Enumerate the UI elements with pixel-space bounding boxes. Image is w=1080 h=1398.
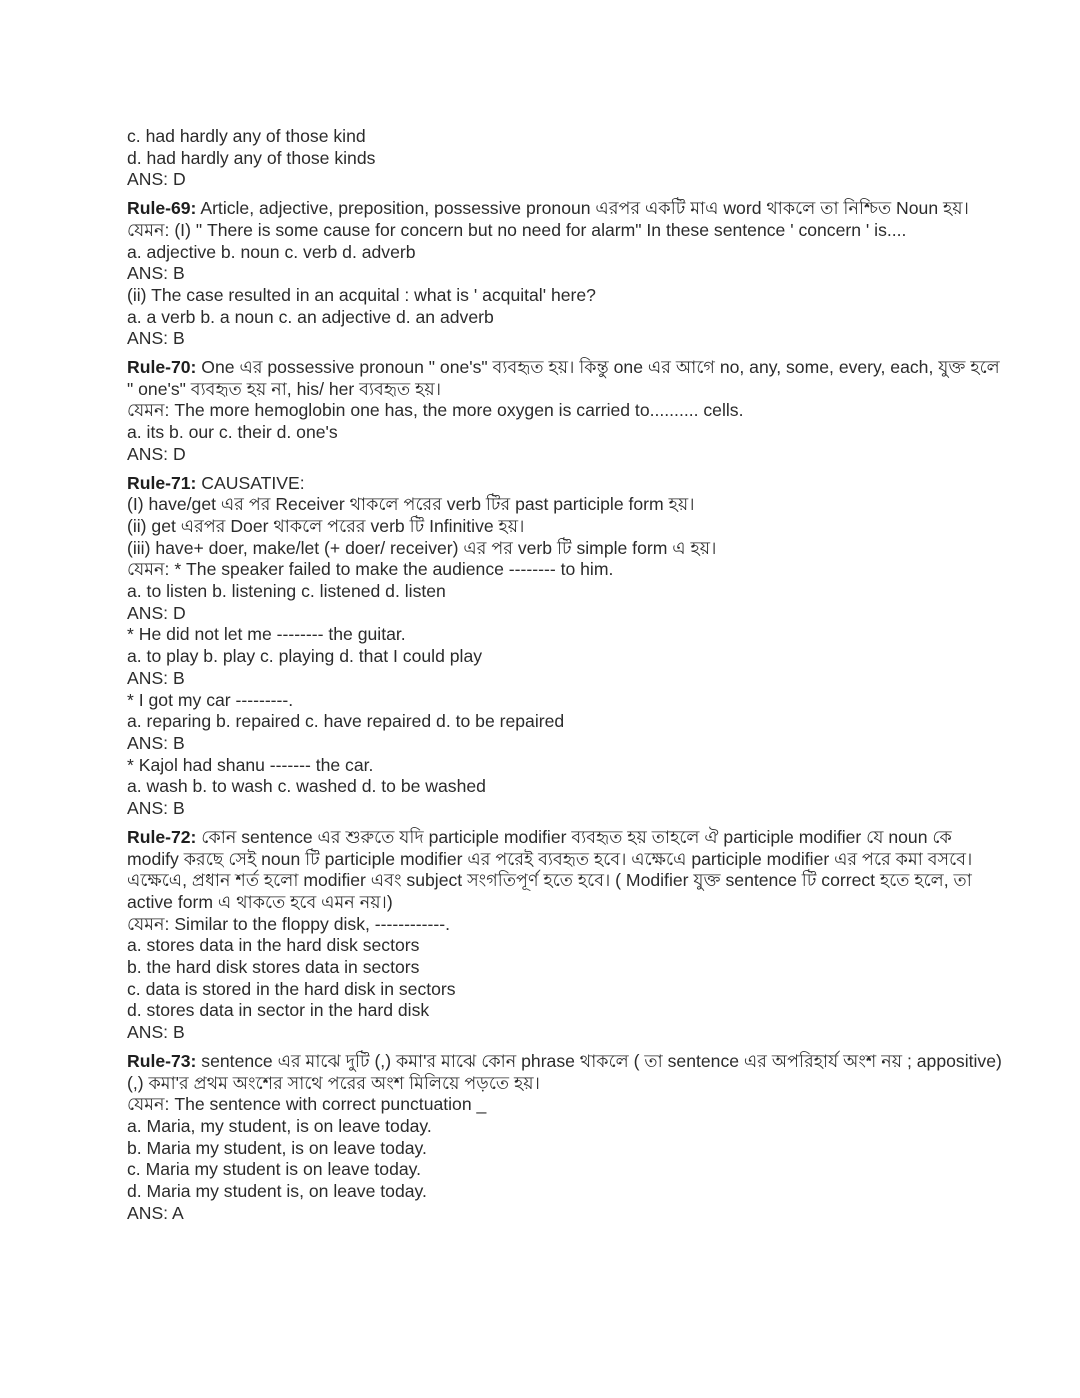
answer-line: ANS: B: [127, 263, 185, 284]
rule-line: (ii) The case resulted in an acquital : what is ' acquital' here?: [127, 284, 596, 305]
option-line: b. Maria my student, is on leave today.: [127, 1137, 427, 1158]
rule-71-block: [127, 473, 1007, 820]
rule-label: Rule-73:: [127, 1050, 197, 1071]
option-line: c. Maria my student is on leave today.: [127, 1159, 422, 1180]
rule-line: (iii) have+ doer, make/let (+ doer/ receiver) এর পর verb টি simple form এ হয়।: [127, 537, 717, 558]
rule-heading: [127, 827, 1007, 914]
rule-text: কোন sentence এর শুরুতে যদি participle modifier ব্যবহৃত হয় তাহলে ঐ participle modifier যে noun কে modify করছে সেই noun টি participle modifier এর পরেই ব্যবহৃত হবে। এক্ষেএে participle modifier এর পরে কমা বসবে। এক্ষেএে, প্রধান শর্ত হলো modifier এবং subject সংগতিপূর্ণ হতে হবে। ( Modifier যুক্ত sentence টি correct হতে হলে, তা active form এ থাকতে হবে এমন নয়।): [127, 826, 973, 912]
rule-line: a. to play b. play c. playing d. that I could play: [127, 646, 483, 667]
rule-69-block: [127, 198, 1007, 350]
rule-label: Rule-71:: [127, 472, 197, 493]
intro-block: [127, 126, 1007, 191]
option-line: d. stores data in sector in the hard disk: [127, 1000, 430, 1021]
rule-label: Rule-70:: [127, 357, 197, 378]
answer-line: ANS: B: [127, 732, 185, 753]
answer-line: ANS: D: [127, 443, 186, 464]
rule-text: One এর possessive pronoun " one's" ব্যবহৃত হয়। কিন্তু one এর আগে no, any, some, every, each, যুক্ত হলে " one's" ব্যবহৃত হয় না, his/ her ব্যবহৃত হয়।: [127, 357, 1000, 399]
rule-line: a. wash b. to wash c. washed d. to be washed: [127, 776, 486, 797]
document-page: [127, 126, 1007, 1224]
rule-line: a. its b. our c. their d. one's: [127, 422, 338, 443]
option-line: a. Maria, my student, is on leave today.: [127, 1115, 432, 1136]
rule-line: a. to listen b. listening c. listened d. listen: [127, 581, 446, 602]
rule-text: sentence এর মাঝে দুটি (,) কমা'র মাঝে কোন phrase থাকলে ( তা sentence এর অপরিহার্য অংশ নয় ; appositive) (,) কমা'র প্রথম অংশের সাথে পরের অংশ মিলিয়ে পড়তে হয়।: [127, 1050, 1002, 1093]
answer-line: ANS: B: [127, 667, 185, 688]
option-line: d. had hardly any of those kinds: [127, 147, 376, 168]
answer-line: ANS: D: [127, 602, 186, 623]
answer-line: ANS: A: [127, 1202, 184, 1223]
rule-line: যেমন: The more hemoglobin one has, the more oxygen is carried to.......... cells.: [127, 400, 744, 421]
answer-line: ANS: B: [127, 1022, 185, 1043]
option-line: b. the hard disk stores data in sectors: [127, 957, 420, 978]
rule-line: a. reparing b. repaired c. have repaired d. to be repaired: [127, 711, 565, 732]
rule-line: যেমন: * The speaker failed to make the audience -------- to him.: [127, 559, 614, 580]
rule-line: * He did not let me -------- the guitar.: [127, 624, 406, 645]
rule-line: (I) have/get এর পর Receiver থাকলে পরের verb টির past participle form হয়।: [127, 494, 695, 515]
rule-heading: [127, 357, 1007, 400]
rule-heading: [127, 1051, 1007, 1094]
answer-line: ANS: D: [127, 169, 186, 190]
rule-text: CAUSATIVE:: [196, 472, 305, 493]
rule-line: যেমন: (I) " There is some cause for concern but no need for alarm" In these sentence ' concern ' is....: [127, 219, 907, 240]
rule-label: Rule-69:: [127, 198, 197, 219]
option-line: d. Maria my student is, on leave today.: [127, 1181, 427, 1202]
rule-text: Article, adjective, preposition, possessive pronoun এরপর একটি মাএ word থাকলে তা নিশ্চিত Noun হয়।: [196, 198, 969, 219]
rule-heading: [127, 198, 1007, 220]
rule-73-block: [127, 1051, 1007, 1225]
rule-line: যেমন: The sentence with correct punctuation _: [127, 1094, 487, 1115]
rule-label: Rule-72:: [127, 826, 197, 847]
rule-heading: [127, 473, 1007, 495]
answer-line: ANS: B: [127, 328, 185, 349]
option-line: a. stores data in the hard disk sectors: [127, 935, 420, 956]
rule-line: * Kajol had shanu ------- the car.: [127, 754, 374, 775]
answer-line: ANS: B: [127, 798, 185, 819]
rule-line: (ii) get এরপর Doer থাকলে পরের verb টি Infinitive হয়।: [127, 515, 525, 536]
rule-72-block: [127, 827, 1007, 1044]
rule-70-block: [127, 357, 1007, 466]
option-line: c. data is stored in the hard disk in sectors: [127, 978, 456, 999]
rule-line: a. adjective b. noun c. verb d. adverb: [127, 241, 416, 262]
rule-line: a. a verb b. a noun c. an adjective d. an adverb: [127, 306, 494, 327]
rule-line: যেমন: Similar to the floppy disk, ------------.: [127, 913, 450, 934]
option-line: c. had hardly any of those kind: [127, 126, 366, 146]
rule-line: * I got my car ---------.: [127, 689, 294, 710]
